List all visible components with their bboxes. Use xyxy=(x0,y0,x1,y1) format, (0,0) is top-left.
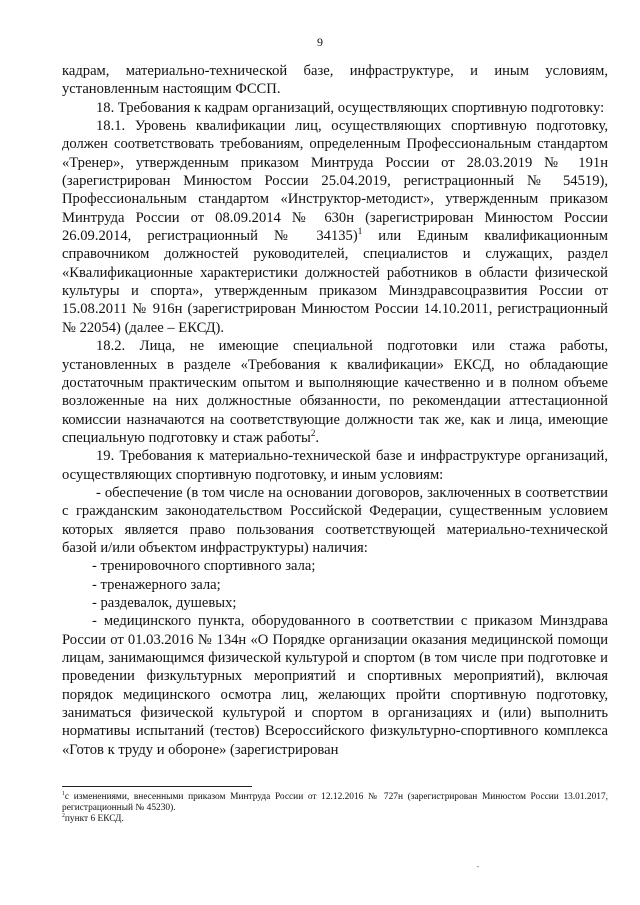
paragraph-18-1-tail: или Единым квалификационным справочником должностей руководителей, специалистов и служащих, раздел «Квалификационные характеристики должностей работников в области физической культуры и спорта», утвержденным приказом Минздравсоцразвития России от 15.08.2011 № 916н (зарегистрирован Минюстом России 14.10.2011, регистрационный № 22054) (далее – ЕКСД). xyxy=(62,228,608,336)
paragraph-18-1-text: 18.1. Уровень квалификации лиц, осуществляющих спортивную подготовку, должен соответствовать требованиям, определенным Профессиональным стандартом «Тренер», утвержденным приказом Минтруда России от 28.03.2019 № 191н (зарегистрирован Минюстом России 25.04.2019, регистрационный № 54519), Профессиональным стандартом «Инструктор-методист», утвержденным приказом Минтруда России от 08.09.2014 № 630н (зарегистрирован Минюстом России 26.09.2014, регистрационный № 34135) xyxy=(62,118,608,245)
footnote-1 xyxy=(62,792,608,814)
list-item-changing-rooms: - раздевалок, душевых; xyxy=(92,594,237,611)
paragraph-19: 19. Требования к материально-технической базе и инфраструктуре организаций, осуществляющих спортивную подготовку, и иным условиям: xyxy=(62,448,608,483)
list-item-provision: - обеспечение (в том числе на основании договоров, заключенных в соответствии с гражданским законодательством Российской Федерации, существенным условием которых является право пользования соответствующей материально-технической базой и/или объектом инфраструктуры) наличия: xyxy=(62,484,608,556)
paragraph-continuation: кадрам, материально-технической базе, инфраструктуре, и иным условиям, установленным настоящим ФССП. xyxy=(62,63,608,98)
list-item-gym: - тренажерного зала; xyxy=(92,576,221,593)
paragraph-18-2-text: 18.2. Лица, не имеющие специальной подготовки или стажа работы, установленных в разделе «Требования к квалификации» ЕКСД, но обладающие достаточным практическим опытом и выполняющие качественно и в полном объеме возложенные на них должностные обязанности, по рекомендации аттестационной комиссии назначаются на соответствующие должности так же, как и лица, имеющие специальную подготовку и стаж работы xyxy=(62,338,608,446)
list-item-medical-point: - медицинского пункта, оборудованного в соответствии с приказом Минздрава России от 01.03.2016 № 134н «О Порядке организации оказания медицинской помощи лицам, занимающимся физической культурой и спортом (в том числе при подготовке и проведении физкультурных мероприятий и спортивных мероприятий), включая порядок медицинского осмотра лиц, желающих пройти спортивную подготовку, заниматься физической культурой и спортом в организациях и (или) выполнить нормативы испытаний (тестов) Всероссийского физкультурно-спортивного комплекса «Готов к труду и обороне» (зарегистрирован xyxy=(62,613,608,758)
footnotes xyxy=(62,792,608,826)
footnote-1-number: 1 xyxy=(62,790,65,797)
footnote-2 xyxy=(62,814,608,825)
page-number: 9 xyxy=(317,35,323,49)
stray-mark: · xyxy=(474,861,482,874)
list-item-training-hall: - тренировочного спортивного зала; xyxy=(92,558,316,575)
footnote-ref-2: 2 xyxy=(310,428,316,439)
paragraph-18-1 xyxy=(62,117,608,337)
paragraph-18-2 xyxy=(62,337,608,447)
footnote-2-number: 2 xyxy=(62,813,65,820)
footnote-divider xyxy=(62,786,252,787)
paragraph-18: 18. Требования к кадрам организаций, осуществляющих спортивную подготовку: xyxy=(96,99,605,116)
paragraph-18-2-tail: . xyxy=(315,429,320,446)
footnote-ref-1: 1 xyxy=(357,226,363,237)
footnote-1-text: с изменениями, внесенными приказом Минтруда России от 12.12.2016 № 727н (зарегистрирован Минюстом России 13.01.2017, регистрационный № 45230). xyxy=(62,792,608,814)
document-body xyxy=(62,62,608,759)
footnote-2-text: пункт 6 ЕКСД. xyxy=(64,814,124,825)
